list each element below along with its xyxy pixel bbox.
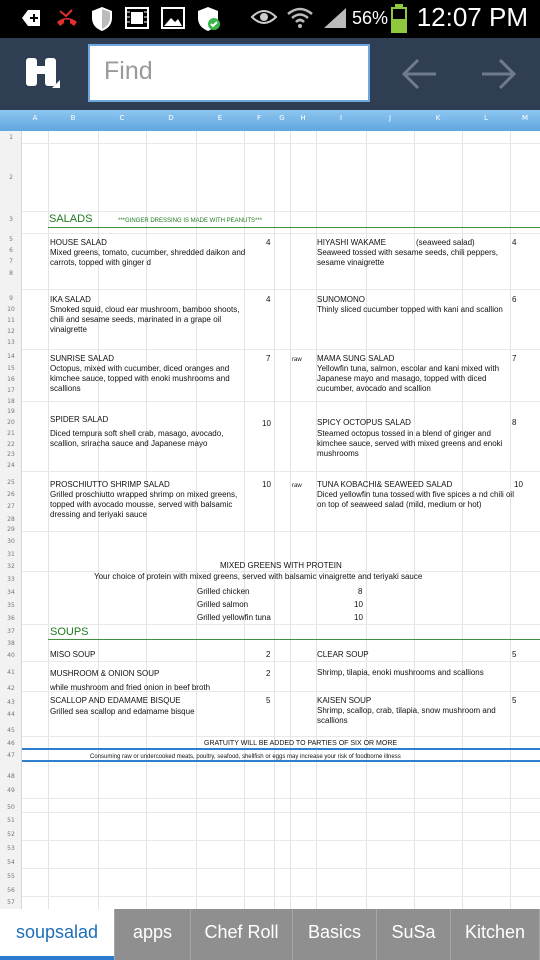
row-header[interactable]: 46 (7, 740, 15, 747)
item-name: SPIDER SALAD (50, 415, 109, 424)
row-header[interactable]: 1 (9, 134, 13, 141)
item-price: 6 (512, 295, 517, 304)
gratuity-note: GRATUITY WILL BE ADDED TO PARTIES OF SIX OR MORE (204, 740, 398, 747)
column-header[interactable]: L (484, 114, 488, 122)
row-header[interactable]: 29 (7, 526, 15, 533)
column-header-bar (0, 110, 540, 131)
row-header[interactable]: 18 (7, 398, 15, 405)
item-description: Steamed octopus tossed in a blend of ginger and kimchee sauce, served with mixed greens and enoki mushrooms (317, 429, 503, 458)
film-icon (124, 6, 150, 30)
row-header[interactable]: 19 (7, 408, 15, 415)
row-header[interactable]: 22 (7, 441, 15, 448)
row-header[interactable]: 15 (7, 365, 15, 372)
shield-check-icon (196, 6, 222, 32)
item-price: 7 (512, 354, 517, 363)
soup-name: KAISEN SOUP (317, 696, 372, 705)
row-header[interactable]: 34 (7, 589, 15, 596)
tab-susa[interactable]: SuSa (377, 909, 451, 960)
gridline (290, 131, 291, 909)
gridline (22, 401, 540, 402)
tab-kitchen[interactable]: Kitchen (451, 909, 540, 960)
item-name: SUNOMONO (317, 295, 365, 304)
soup-name: SCALLOP AND EDAMAME BISQUE (50, 696, 181, 705)
column-header[interactable]: I (339, 114, 343, 122)
row-header-bar (0, 131, 22, 909)
item-name: MAMA SUNG SALAD (317, 354, 395, 363)
gridline (22, 736, 540, 737)
gridline (22, 812, 540, 813)
column-header[interactable]: B (70, 114, 76, 122)
column-header[interactable]: K (435, 114, 441, 122)
item-description: Octopus, mixed with cucumber, diced oranges and kimchee sauce, topped with enoki mushrooms and scallions (50, 364, 230, 393)
row-header[interactable]: 44 (7, 711, 15, 718)
row-header[interactable]: 49 (7, 787, 15, 794)
row-header[interactable]: 25 (7, 479, 15, 486)
item-price: 10 (262, 419, 271, 428)
soup-description: Shrimp, scallop, crab, tilapia, snow mushroom and scallions (317, 706, 496, 725)
section-title-soups: SOUPS (50, 626, 89, 638)
item-price: 4 (266, 238, 271, 247)
gridline (22, 471, 540, 472)
row-header[interactable]: 28 (7, 516, 15, 523)
status-bar (0, 0, 540, 38)
row-header[interactable]: 54 (7, 859, 15, 866)
row-header[interactable]: 30 (7, 538, 15, 545)
column-header[interactable]: C (119, 114, 125, 122)
row-header[interactable]: 41 (7, 669, 15, 676)
row-header[interactable]: 24 (7, 462, 15, 469)
item-price: 10 (262, 480, 271, 489)
item-name: HIYASHI WAKAME (317, 238, 386, 247)
row-header[interactable]: 17 (7, 387, 15, 394)
row-header[interactable]: 2 (9, 174, 13, 181)
protein-name: Grilled yellowfin tuna (197, 613, 271, 622)
row-header[interactable]: 6 (9, 247, 13, 254)
tab-chef-roll[interactable]: Chef Roll (191, 909, 293, 960)
row-header[interactable]: 56 (7, 887, 15, 894)
find-toolbar (0, 38, 540, 110)
gridline (48, 131, 49, 909)
row-header[interactable]: 26 (7, 491, 15, 498)
tab-apps[interactable]: apps (115, 909, 191, 960)
soup-price: 2 (266, 650, 271, 659)
item-price: 10 (514, 480, 523, 489)
item-name: PROSCHIUTTO SHRIMP SALAD (50, 480, 170, 489)
row-header[interactable]: 14 (7, 353, 15, 360)
item-description: Smoked squid, cloud ear mushroom, bamboo shoots, chili and sesame seeds, marinated in a grape oil vinaigrette (50, 305, 240, 334)
item-name: SUNRISE SALAD (50, 354, 115, 363)
column-header[interactable]: M (521, 114, 529, 122)
item-name: IKA SALAD (50, 295, 91, 304)
row-header[interactable]: 31 (7, 551, 15, 558)
row-header[interactable]: 47 (7, 752, 15, 759)
allergy-note: ***GINGER DRESSING IS MADE WITH PEANUTS*** (118, 218, 263, 224)
column-header[interactable]: E (217, 114, 223, 122)
column-header[interactable]: A (32, 114, 38, 122)
selected-row-top (22, 748, 540, 750)
tab-basics[interactable]: Basics (293, 909, 377, 960)
item-description: Diced tempura soft shell crab, masago, avocado, scallion, sriracha sauce and Japanese mayo (50, 429, 224, 448)
image-icon (160, 6, 186, 30)
soup-description: while mushroom and fried onion in beef broth (50, 683, 211, 692)
soup-name: CLEAR SOUP (317, 650, 369, 659)
item-name: TUNA KOBACHI& SEAWEED SALAD (317, 480, 453, 489)
row-header[interactable]: 45 (7, 727, 15, 734)
row-header[interactable]: 40 (7, 652, 15, 659)
find-input[interactable]: Find (88, 44, 370, 102)
wifi-icon (286, 6, 314, 30)
binoculars-icon[interactable] (22, 54, 62, 94)
item-price: 4 (512, 238, 517, 247)
gridline (22, 531, 540, 532)
row-header[interactable]: 51 (7, 817, 15, 824)
item-description: Mixed greens, tomato, cucumber, shredded daikon and carrots, topped with ginger d (50, 248, 246, 267)
item-subtitle: (seaweed salad) (416, 238, 475, 247)
column-header[interactable]: G (279, 114, 285, 122)
protein-name: Grilled salmon (197, 600, 249, 609)
gridline (22, 143, 540, 144)
row-header[interactable]: 5 (9, 236, 13, 243)
row-header[interactable]: 11 (7, 317, 15, 324)
missed-call-icon (54, 6, 80, 30)
soup-name: MUSHROOM & ONION SOUP (50, 669, 160, 678)
battery-icon (390, 4, 408, 34)
item-price: 8 (512, 418, 517, 427)
row-header[interactable]: 37 (7, 628, 15, 635)
soup-price: 5 (512, 696, 517, 705)
soup-name: MISO SOUP (50, 650, 96, 659)
row-header[interactable]: 55 (7, 873, 15, 880)
row-header[interactable]: 57 (7, 899, 15, 906)
gridline (22, 233, 540, 234)
selected-row-bottom (22, 760, 540, 762)
mixed-greens-description: Your choice of protein with mixed greens, served with balsamic vinaigrette and teriyaki sauce (94, 572, 423, 581)
row-header[interactable]: 21 (7, 430, 15, 437)
arrow-right-icon[interactable] (480, 56, 518, 92)
row-header[interactable]: 13 (7, 339, 15, 346)
section-title-salads: SALADS (49, 213, 93, 225)
column-header[interactable]: D (168, 114, 174, 122)
row-header[interactable]: 8 (9, 270, 13, 277)
soup-price: 5 (266, 696, 271, 705)
gridline (22, 289, 540, 290)
soup-description: Shrimp, tilapia, enoki mushrooms and scallions (317, 668, 484, 677)
soup-price: 2 (266, 669, 271, 678)
item-name: HOUSE SALAD (50, 238, 107, 247)
item-price: 4 (266, 295, 271, 304)
row-header[interactable]: 23 (7, 451, 15, 458)
item-description: Yellowfin tuna, salmon, escolar and kani mixed with Japanese mayo and masago, topped with diced cucumber, avocado and scallion (317, 364, 500, 393)
row-header[interactable]: 16 (7, 376, 15, 383)
row-header[interactable]: 48 (7, 773, 15, 780)
row-header[interactable]: 27 (7, 503, 15, 510)
gridline (22, 840, 540, 841)
protein-price: 10 (354, 600, 363, 609)
gridline (22, 624, 540, 625)
add-icon (18, 6, 44, 30)
section-divider (48, 639, 540, 640)
row-header[interactable]: 9 (9, 295, 13, 302)
spreadsheet-grid[interactable] (22, 131, 540, 909)
row-header[interactable]: 32 (7, 563, 15, 570)
row-header[interactable]: 10 (7, 306, 15, 313)
row-header[interactable]: 36 (7, 615, 15, 622)
signal-icon (322, 6, 348, 30)
row-header[interactable]: 20 (7, 419, 15, 426)
row-header[interactable]: 3 (9, 216, 13, 223)
arrow-left-icon[interactable] (400, 56, 438, 92)
clock: 12:07 PM (416, 2, 528, 32)
sheet-tab-bar (0, 909, 540, 960)
gridline (22, 896, 540, 897)
tab-soupsalad[interactable]: soupsalad (0, 909, 115, 960)
item-description: Thinly sliced cucumber topped with kani and scallion (317, 305, 503, 314)
row-header[interactable]: 42 (7, 685, 15, 692)
row-header[interactable]: 7 (9, 258, 13, 265)
section-divider (48, 227, 540, 228)
row-header[interactable]: 12 (7, 328, 15, 335)
item-name: SPICY OCTOPUS SALAD (317, 418, 411, 427)
protein-price: 8 (358, 587, 363, 596)
gridline (22, 349, 540, 350)
gridline (274, 131, 275, 909)
row-header[interactable]: 33 (7, 576, 15, 583)
item-price: 7 (266, 354, 271, 363)
gridline (22, 868, 540, 869)
column-header[interactable]: H (300, 114, 306, 122)
gridline (22, 661, 540, 662)
gridline (22, 798, 540, 799)
item-description: Diced yellowfin tuna tossed with five spices a nd chili oil on top of seaweed salad (mild, medium or hot) (317, 490, 514, 509)
column-header[interactable]: J (388, 114, 392, 122)
shield-icon (90, 6, 114, 32)
gridline (22, 211, 540, 212)
item-description: Grilled proschiutto wrapped shrimp on mixed greens, topped with avocado mousse, served with balsamic dressing and teriyaki sauce (50, 490, 238, 519)
row-header[interactable]: 35 (7, 602, 15, 609)
row-header[interactable]: 43 (7, 699, 15, 706)
battery-percent: 56% (352, 8, 389, 28)
soup-description: Grilled sea scallop and edamame bisque (50, 707, 195, 716)
column-header[interactable]: F (256, 114, 262, 122)
protein-name: Grilled chicken (197, 587, 250, 596)
row-header[interactable]: 53 (7, 845, 15, 852)
item-description: Seaweed tossed with sesame seeds, chili peppers, sesame vinaigrette (317, 248, 498, 267)
mixed-greens-title: MIXED GREENS WITH PROTEIN (220, 561, 342, 570)
row-header[interactable]: 38 (7, 640, 15, 647)
row-header[interactable]: 50 (7, 804, 15, 811)
row-header[interactable]: 52 (7, 831, 15, 838)
eye-icon (250, 6, 278, 28)
food-safety-warning: Consuming raw or undercooked meats, poultry, seafood, shellfish or eggs may increase your risk of foodborne illness (90, 754, 401, 760)
protein-price: 10 (354, 613, 363, 622)
raw-tag: raw (292, 357, 302, 363)
soup-price: 5 (512, 650, 517, 659)
raw-tag: raw (292, 483, 302, 489)
